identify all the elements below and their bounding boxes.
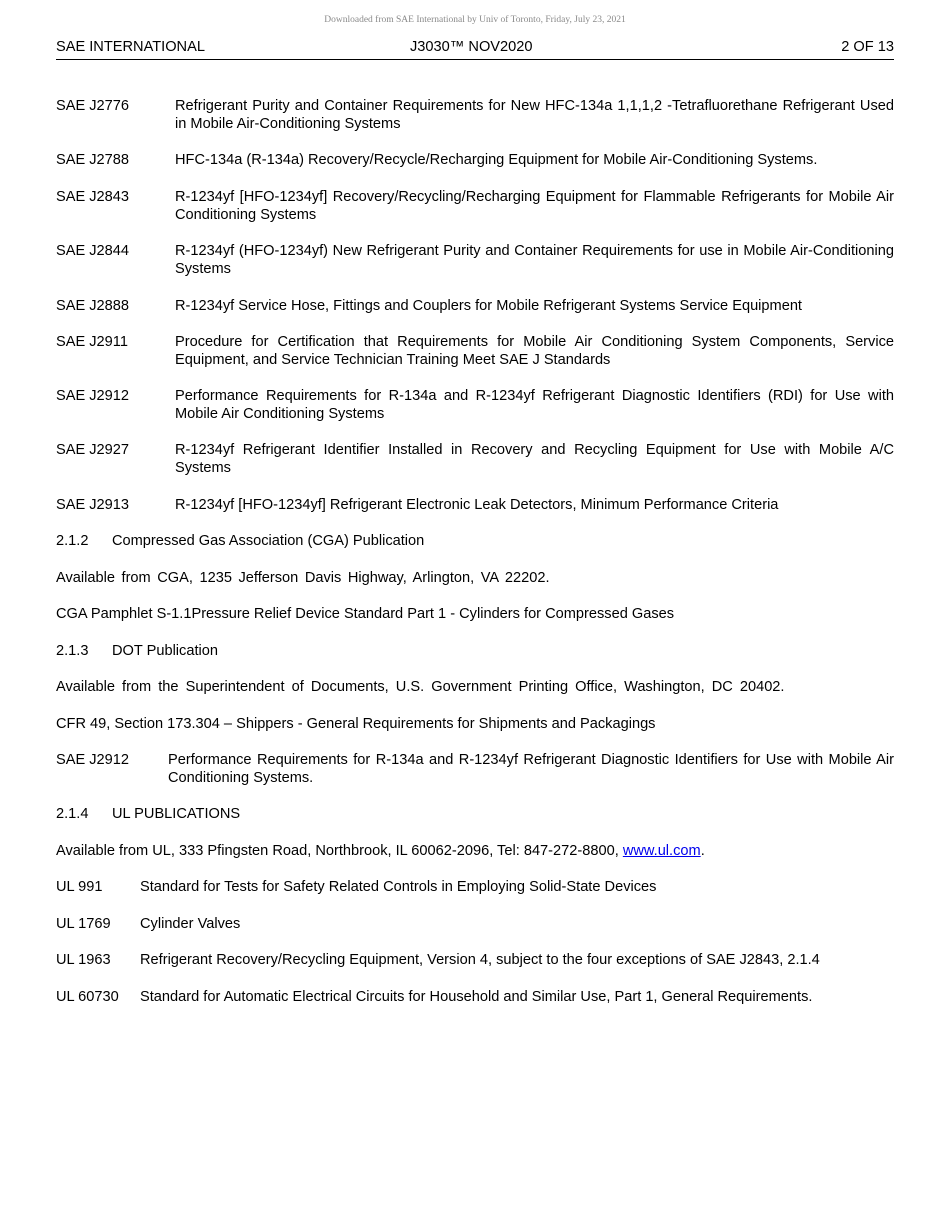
reference-code: UL 991 [56, 879, 103, 895]
reference-item [56, 878, 894, 896]
reference-title: R-1234yf Service Hose, Fittings and Couplers for Mobile Refrigerant Systems Service Equipment [175, 298, 802, 314]
reference-code: UL 1963 [56, 952, 111, 968]
reference-item [56, 988, 894, 1006]
reference-title: Cylinder Valves [140, 916, 241, 932]
reference-code: SAE J2843 [56, 189, 130, 205]
reference-code: UL 1769 [56, 916, 111, 932]
header-org: SAE INTERNATIONAL [56, 39, 205, 55]
reference-code: SAE J2913 [56, 497, 130, 513]
reference-code: SAE J2788 [56, 152, 130, 168]
section-title: UL PUBLICATIONS [112, 806, 241, 822]
header-doc-id: J3030™ NOV2020 [410, 39, 533, 55]
reference-code: SAE J2776 [56, 98, 130, 114]
ul-website-link[interactable]: www.ul.com [622, 843, 701, 859]
reference-code: UL 60730 [56, 989, 119, 1005]
section-title: DOT Publication [112, 643, 218, 659]
download-watermark: Downloaded from SAE International by Univ of Toronto, Friday, July 23, 2021 [324, 15, 626, 25]
reference-title: Performance Requirements for R-134a and R-1234yf Refrigerant Diagnostic Identifiers (RDI) for Use with Mobile Air Conditioning Systems [175, 388, 894, 422]
reference-title: HFC-134a (R-134a) Recovery/Recycle/Recharging Equipment for Mobile Air-Conditioning Systems. [175, 152, 818, 168]
reference-title: Refrigerant Recovery/Recycling Equipment, Version 4, subject to the four exceptions of SAE J2843, 2.1.4 [140, 952, 820, 968]
cga-availability: Available from CGA, 1235 Jefferson Davis Highway, Arlington, VA 22202. [56, 570, 550, 586]
reference-item [56, 496, 894, 514]
section-number: 2.1.3 [56, 643, 89, 659]
section-heading-cga [56, 532, 894, 550]
reference-title: R-1234yf [HFO-1234yf] Refrigerant Electronic Leak Detectors, Minimum Performance Criteria [175, 497, 779, 513]
reference-title: R-1234yf (HFO-1234yf) New Refrigerant Purity and Container Requirements for use in Mobile Air-Conditioning Systems [175, 243, 894, 277]
reference-item [56, 751, 894, 787]
reference-title: Refrigerant Purity and Container Requirements for New HFC-134a 1,1,1,2 -Tetrafluorethane Refrigerant Used in Mobile Air-Conditioning Systems [175, 98, 894, 132]
reference-item [56, 333, 894, 369]
ul-address-end: . [700, 843, 705, 859]
section-number: 2.1.2 [56, 533, 89, 549]
reference-item [56, 387, 894, 423]
reference-item [56, 951, 894, 969]
section-heading-ul [56, 805, 894, 823]
ul-address: Available from UL, 333 Pfingsten Road, Northbrook, IL 60062-2096, Tel: 847-272-8800, [56, 843, 623, 859]
reference-title: Standard for Tests for Safety Related Controls in Employing Solid-State Devices [140, 879, 657, 895]
reference-item [56, 441, 894, 477]
reference-title: Performance Requirements for R-134a and R-1234yf Refrigerant Diagnostic Identifiers for Use with Mobile Air Conditioning Systems. [168, 752, 894, 786]
reference-title: Procedure for Certification that Requirements for Mobile Air Conditioning System Components, Service Equipment, and Service Technician Training Meet SAE J Standards [175, 334, 894, 368]
reference-item [56, 915, 894, 933]
cga-pamphlet: CGA Pamphlet S-1.1Pressure Relief Device Standard Part 1 - Cylinders for Compressed Gases [56, 606, 675, 622]
section-title: Compressed Gas Association (CGA) Publication [112, 533, 425, 549]
reference-item [56, 97, 894, 133]
reference-code: SAE J2911 [56, 334, 128, 350]
reference-code: SAE J2844 [56, 243, 130, 259]
dot-availability: Available from the Superintendent of Documents, U.S. Government Printing Office, Washington, DC 20402. [56, 679, 785, 695]
reference-item [56, 188, 894, 224]
page-header [56, 39, 894, 60]
reference-code: SAE J2912 [56, 388, 130, 404]
section-number: 2.1.4 [56, 806, 89, 822]
header-page-number: 2 OF 13 [841, 39, 894, 55]
reference-item [56, 151, 894, 169]
reference-title: R-1234yf Refrigerant Identifier Installed in Recovery and Recycling Equipment for Use with Mobile A/C Systems [175, 442, 894, 476]
reference-item [56, 297, 894, 315]
dot-cfr-reference: CFR 49, Section 173.304 – Shippers - General Requirements for Shipments and Packagings [56, 716, 656, 732]
reference-title: Standard for Automatic Electrical Circuits for Household and Similar Use, Part 1, General Requirements. [140, 989, 813, 1005]
reference-item [56, 242, 894, 278]
reference-code: SAE J2912 [56, 752, 130, 768]
section-heading-dot [56, 642, 894, 660]
reference-title: R-1234yf [HFO-1234yf] Recovery/Recycling/Recharging Equipment for Flammable Refrigerants for Mobile Air Conditioning Systems [175, 189, 894, 223]
reference-code: SAE J2888 [56, 298, 130, 314]
reference-code: SAE J2927 [56, 442, 130, 458]
ul-availability [56, 842, 894, 860]
